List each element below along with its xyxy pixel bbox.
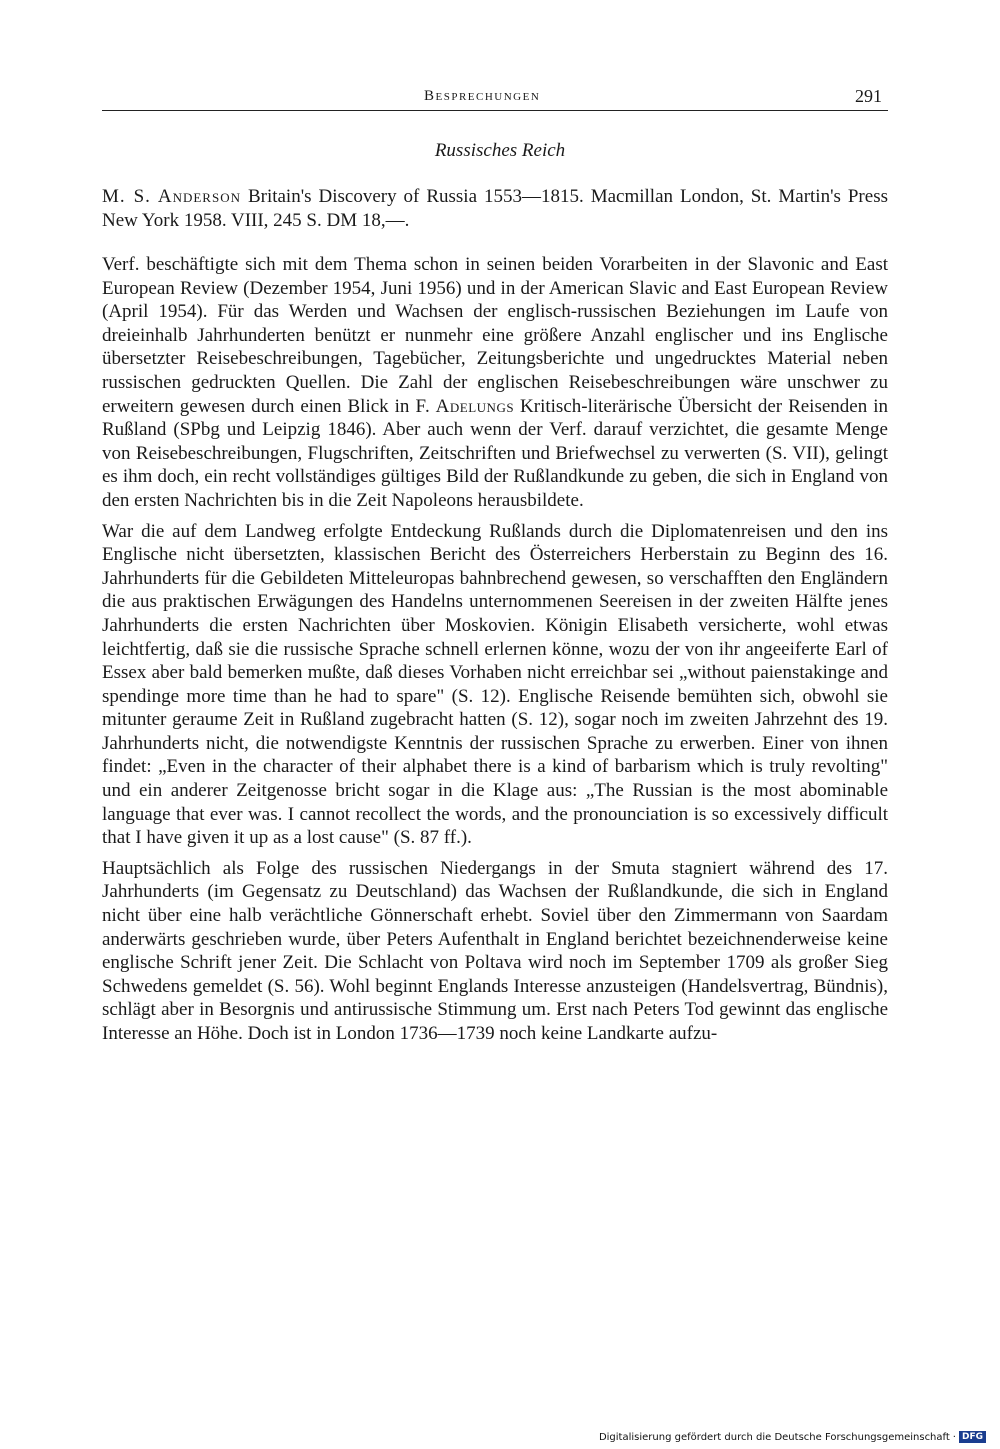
paragraph-1-smallcaps: F. Adelungs [415, 395, 515, 417]
dfg-logo: DFG [959, 1431, 986, 1443]
paragraph-1-text-b: Kritisch-literärische Übersicht der Reisenden in Rußland (SPbg und Leipzig 1846). Aber auch wenn der Verf. darauf verzichtet, die gesamte Menge von Reisebeschreibungen, Flugschriften, Zeitschriften und Briefwechsel zu verwerten (S. VII), gelingt es ihm doch, ein recht vollständiges gültiges Bild der Rußlandkunde zu geben, die sich in England von den ersten Nachrichten bis in die Zeit Napoleons herausbildete. [102, 395, 888, 511]
paragraph-2: War die auf dem Landweg erfolgte Entdeckung Rußlands durch die Diplomatenreisen und den ins Englische nicht übersetzten, klassischen Bericht des Österreichers Herberstain zu Beginn des 16. Jahrhunderts für die Gebildeten Mitteleuropas bahnbrechend gewesen, so verschafften den Engländern die aus praktischen Erwägungen des Handelns unternommenen Seereisen in der zweiten Hälfte jenes Jahrhunderts die ersten Nachrichten über Moskovien. Königin Elisabeth versicherte, wohl etwas leichtfertig, daß sie die russische Sprache schnell erlernen könne, wozu der von ihr angeeiferte Earl of Essex aber bald bemerken mußte, daß dieses Vorhaben nicht erreichbar sei „without paienstakinge and spendinge more time than he had to spare" (S. 12). Englische Reisende bemühten sich, obwohl sie mitunter geraume Zeit in Rußland zugebracht hatten (S. 12), sogar noch im zweiten Jahrzehnt des 19. Jahrhunderts nicht, die notwendigste Kenntnis der russischen Sprache zu erwerben. Einer von ihnen findet: „Even in the character of their alphabet there is a kind of barbarism which is truly revolting" und ein anderer Zeitgenosse bricht sogar in die Klage aus: „The Russian is the most abominable language that ever was. I cannot recollect the words, and the pronounciation is so excessively difficult that I have given it up as a lost cause" (S. 87 ff.). [102, 520, 888, 849]
citation-author: M. S. Anderson [102, 186, 241, 207]
funding-text: Digitalisierung gefördert durch die Deutsche Forschungsgemeinschaft [598, 1431, 950, 1443]
citation-details: Britain's Discovery of Russia 1553—1815. Macmillan London, St. Martin's Press New York 1958. VIII, 245 S. DM 18,—. [102, 186, 888, 231]
page-number: 291 [855, 86, 882, 106]
funding-footer: Digitalisierung gefördert durch die Deutsche Forschungsgemeinschaft · DFG [599, 1431, 986, 1443]
paragraph-1 [102, 253, 888, 513]
paragraph-3: Hauptsächlich als Folge des russischen Niedergangs in der Smuta stagniert während des 17. Jahrhunderts (im Gegensatz zu Deutschland) das Wachsen der Rußlandkunde, die sich in England nicht über eine halb verächtliche Gönnerschaft erhebt. Soviel über den Zimmermann von Saardam anderwärts geschrieben wurde, über Peters Aufenthalt in England berichtet bezeichnenderweise keine englische Schrift jener Zeit. Die Schlacht von Poltava wird noch im September 1709 als großer Sieg Schwedens gemeldet (S. 56). Wohl beginnt Englands Interesse anzusteigen (Handelsvertrag, Bündnis), schlägt aber in Besorgnis und antirussische Stimmung um. Erst nach Peters Tod gewinnt das englische Interesse an Höhe. Doch ist in London 1736—1739 noch keine Landkarte aufzu- [102, 857, 888, 1044]
book-citation [102, 185, 888, 232]
running-head [102, 88, 888, 111]
section-heading: Russisches Reich [434, 140, 566, 161]
paragraph-1-text-a: Verf. beschäftigte sich mit dem Thema schon in seinen beiden Vorarbeiten in der Slavonic and East European Review (Dezember 1954, Juni 1956) und in der American Slavic and East European Review (April 1954). Für das Werden und Wachsen der englisch-russischen Beziehungen im Laufe von dreieinhalb Jahrhunderten benützt er nunmehr eine größere Anzahl englischer und ins Englische übersetzter Reisebeschreibungen, Tagebücher, Zeitungsberichte und ungedrucktes Material neben russischen gedruckten Quellen. Die Zahl der englischen Reisebeschreibungen wäre unschwer zu erweitern gewesen durch einen Blick in [102, 254, 888, 417]
running-title: Besprechungen [424, 88, 541, 104]
review-body [102, 253, 888, 1053]
